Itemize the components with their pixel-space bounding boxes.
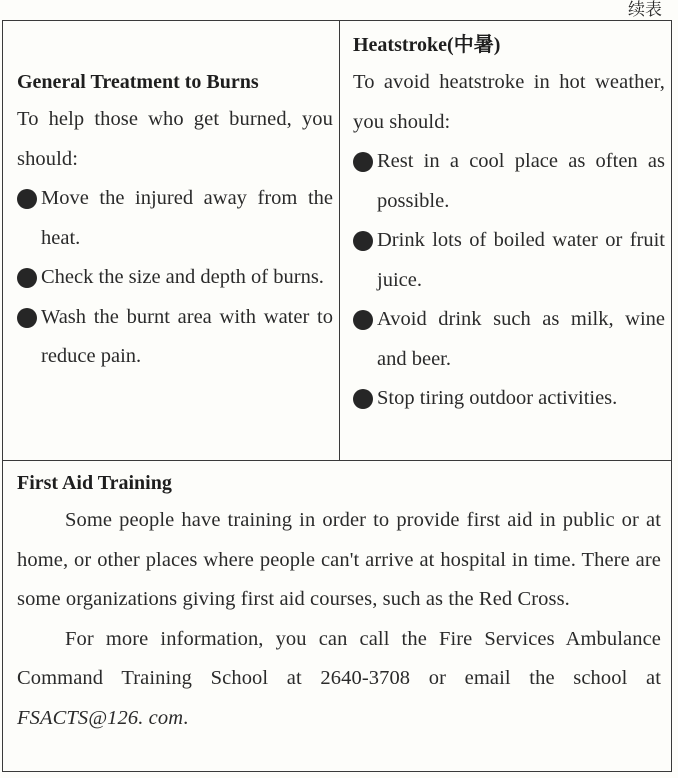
first-aid-paragraph-2: For more information, you can call the Fire Services Ambulance Command Training School at 2640-3708 or email the school at FSACTS@126. com. [17, 627, 661, 729]
heatstroke-heading: Heatstroke(中暑) [353, 34, 501, 56]
heatstroke-list [353, 142, 665, 419]
list-item: Rest in a cool place as often as possible. [353, 142, 665, 221]
bullet-dot-icon [17, 308, 37, 328]
bullet-dot-icon [353, 389, 373, 409]
list-item: Stop tiring outdoor activities. [353, 379, 665, 419]
bullet-dot-icon [353, 231, 373, 251]
first-aid-heading: First Aid Training [17, 472, 172, 494]
list-item: Wash the burnt area with water to reduce pain. [17, 298, 333, 377]
burns-intro: To help those who get burned, you should: [17, 108, 333, 170]
info-table [2, 20, 672, 772]
burns-list [17, 179, 333, 377]
burns-cell [17, 21, 333, 460]
first-aid-paragraph-1: Some people have training in order to provide first aid in public or at home, or other places where people can't arrive at hospital in time. There are some organizations giving first aid courses, such as the Red Cross. [17, 509, 661, 610]
burns-heading: General Treatment to Burns [17, 71, 259, 93]
list-item: Avoid drink such as milk, wine and beer. [353, 300, 665, 379]
column-divider [339, 21, 340, 460]
bullet-dot-icon [353, 152, 373, 172]
heatstroke-intro: To avoid heatstroke in hot weather, you should: [353, 71, 665, 133]
list-item: Drink lots of boiled water or fruit juice. [353, 221, 665, 300]
first-aid-section [3, 461, 671, 738]
contact-email: FSACTS@126. com [17, 706, 184, 729]
bullet-dot-icon [17, 268, 37, 288]
bullet-dot-icon [17, 189, 37, 209]
top-row [3, 21, 671, 461]
continued-label: 续表 [628, 0, 662, 20]
heatstroke-cell [353, 21, 665, 460]
list-item: Check the size and depth of burns. [17, 258, 333, 298]
bullet-dot-icon [353, 310, 373, 330]
list-item: Move the injured away from the heat. [17, 179, 333, 258]
first-aid-body [17, 501, 661, 738]
